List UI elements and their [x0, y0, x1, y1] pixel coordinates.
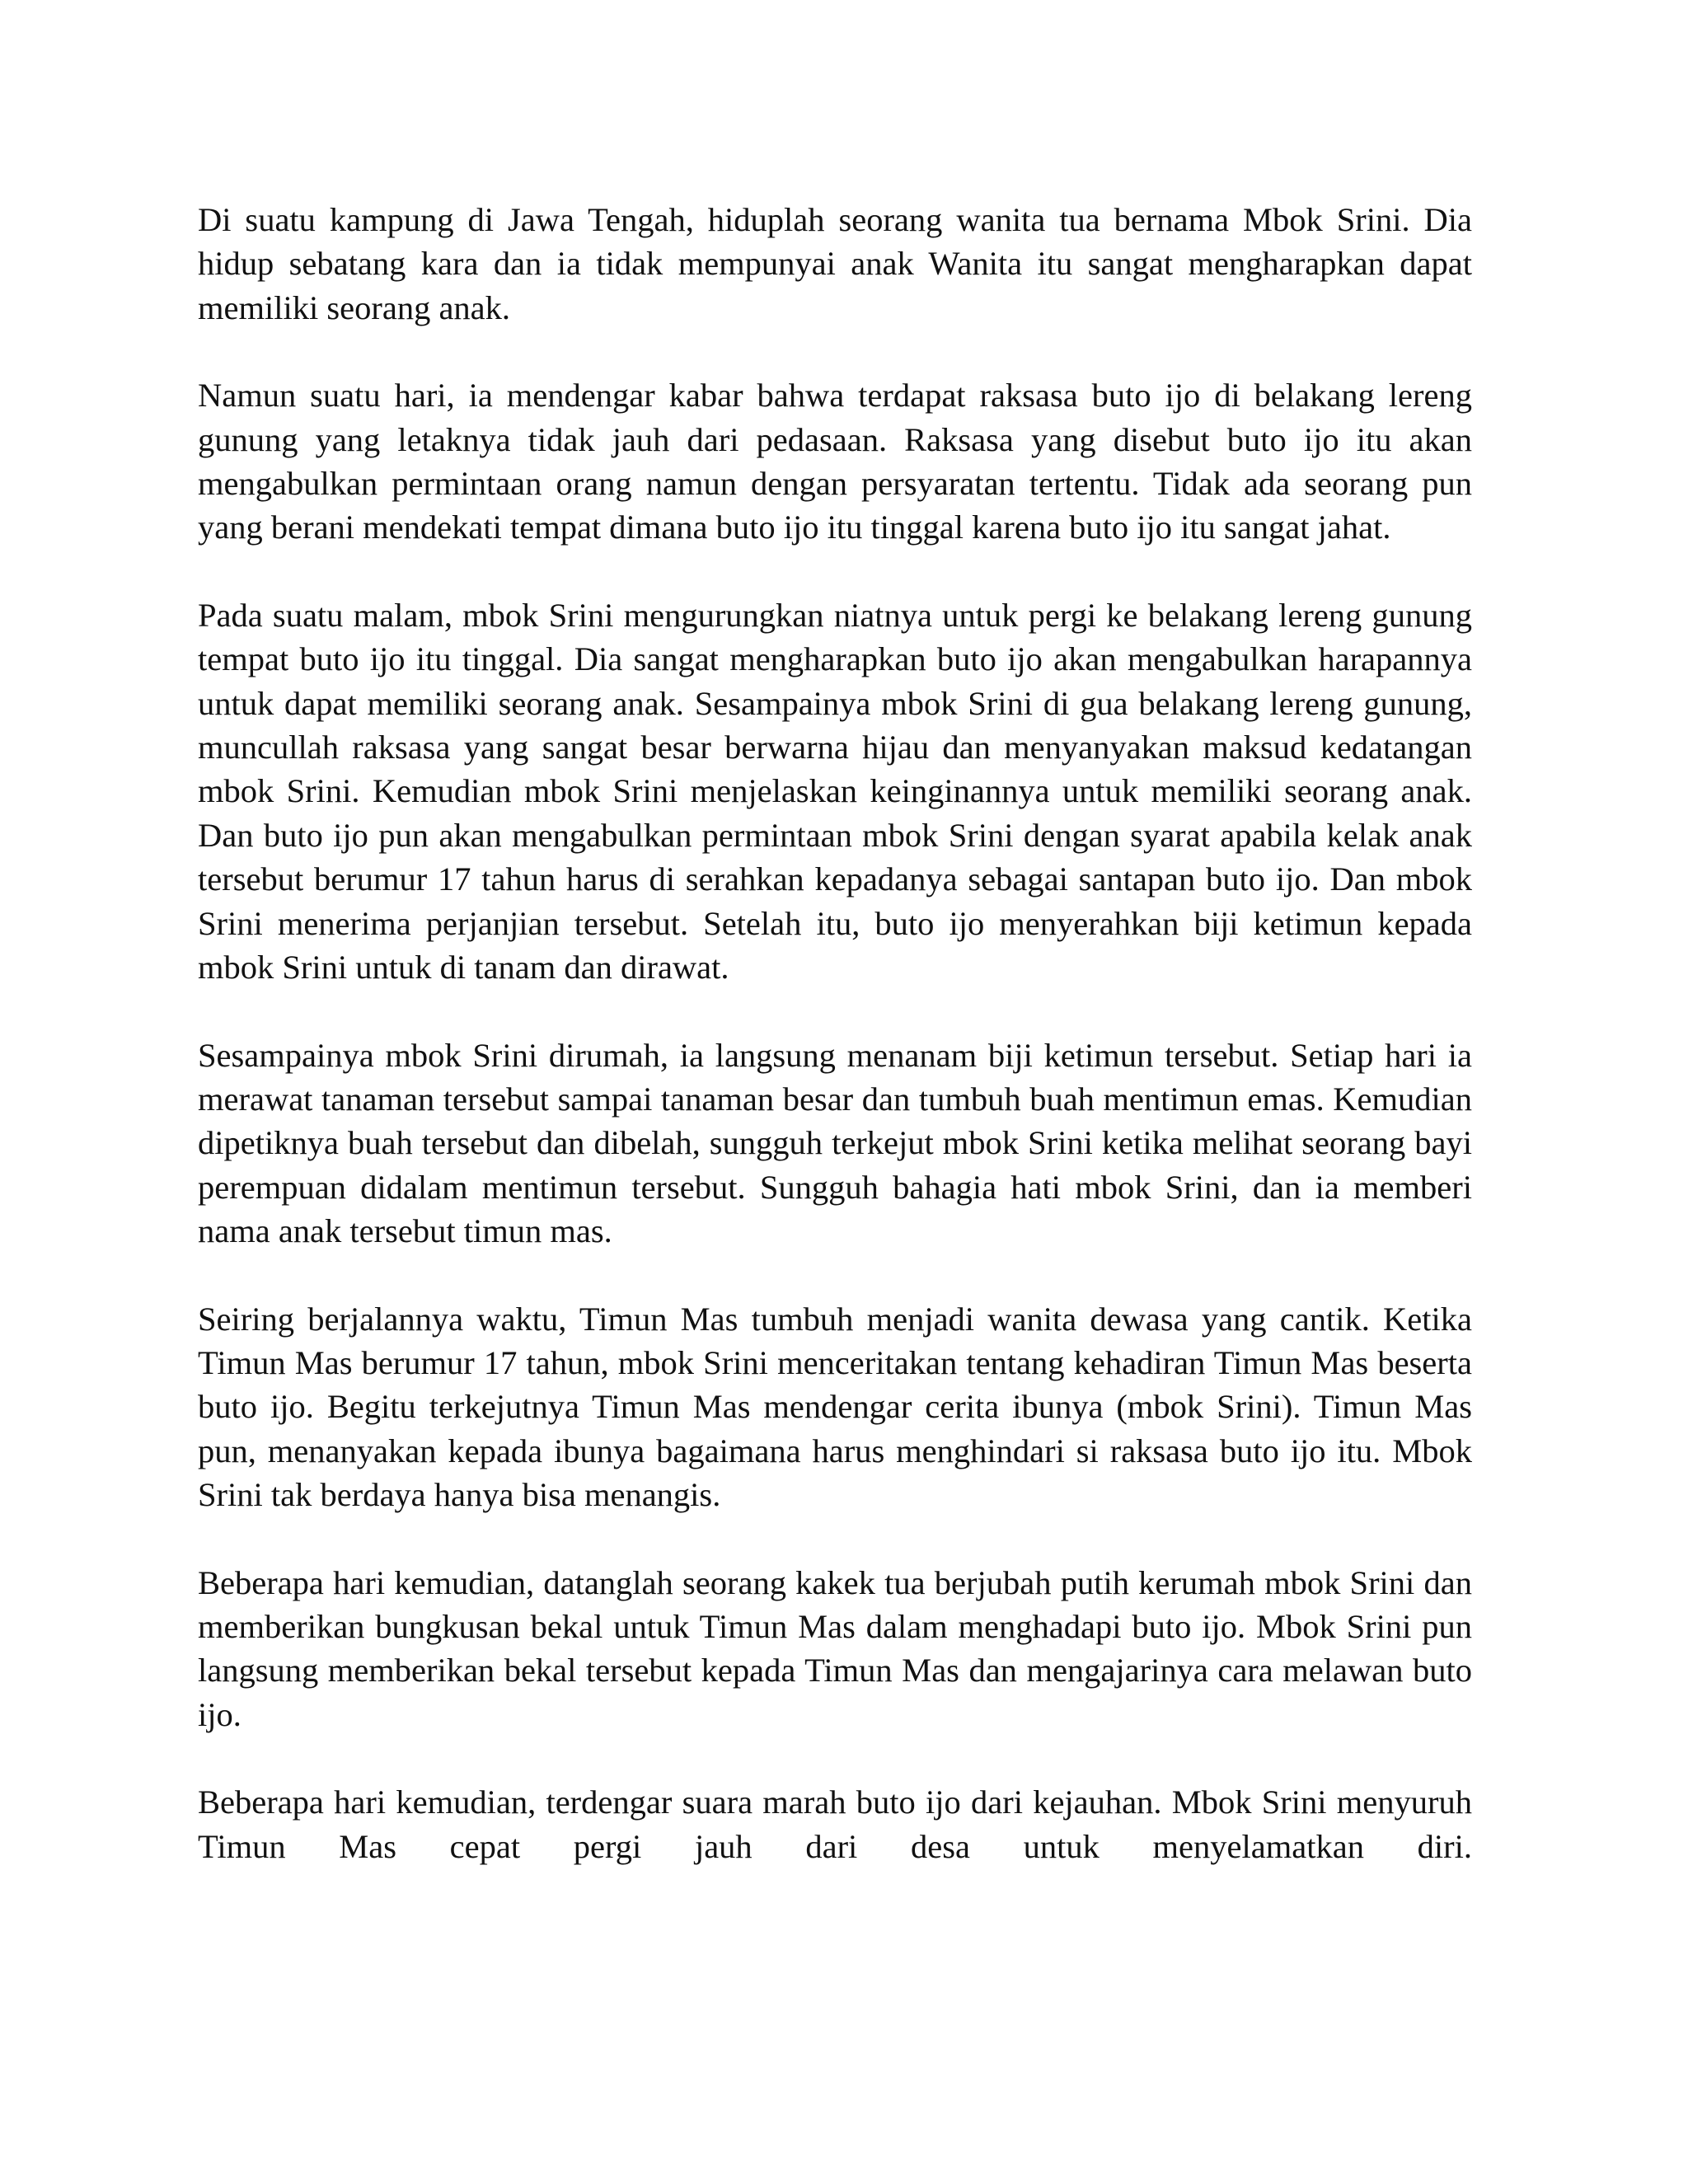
paragraph-5: Seiring berjalannya waktu, Timun Mas tumbuh menjadi wanita dewasa yang cantik. Ketika Timun Mas berumur 17 tahun, mbok Srini menceritakan tentang kehadiran Timun Mas beserta buto ijo. Begitu terkejutnya Timun Mas mendengar cerita ibunya (mbok Srini). Timun Mas pun, menanyakan kepada ibunya bagaimana harus menghindari si raksasa buto ijo itu. Mbok Srini tak berdaya hanya bisa menangis. [198, 1300, 1472, 1514]
document-page [198, 198, 1472, 1868]
paragraph-7: Beberapa hari kemudian, terdengar suara marah buto ijo dari kejauhan. Mbok Srini menyuruh Timun Mas cepat pergi jauh dari desa untuk menyelamatkan diri. [198, 1783, 1472, 1865]
paragraph-3: Pada suatu malam, mbok Srini mengurungkan niatnya untuk pergi ke belakang lereng gunung tempat buto ijo itu tinggal. Dia sangat mengharapkan buto ijo akan mengabulkan harapannya untuk dapat memiliki seorang anak. Sesampainya mbok Srini di gua belakang lereng gunung, muncullah raksasa yang sangat besar berwarna hijau dan menyanyakan maksud kedatangan mbok Srini. Kemudian mbok Srini menjelaskan keinginannya untuk memiliki seorang anak. Dan buto ijo pun akan mengabulkan permintaan mbok Srini dengan syarat apabila kelak anak tersebut berumur 17 tahun harus di serahkan kepadanya sebagai santapan buto ijo. Dan mbok Srini menerima perjanjian tersebut. Setelah itu, buto ijo menyerahkan biji ketimun kepada mbok Srini untuk di tanam dan dirawat. [198, 596, 1472, 987]
paragraph-2: Namun suatu hari, ia mendengar kabar bahwa terdapat raksasa buto ijo di belakang lereng gunung yang letaknya tidak jauh dari pedasaan. Raksasa yang disebut buto ijo itu akan mengabulkan permintaan orang namun dengan persyaratan tertentu. Tidak ada seorang pun yang berani mendekati tempat dimana buto ijo itu tinggal karena buto ijo itu sangat jahat. [198, 377, 1472, 546]
paragraph-1: Di suatu kampung di Jawa Tengah, hiduplah seorang wanita tua bernama Mbok Srini. Dia hidup sebatang kara dan ia tidak mempunyai anak Wanita itu sangat mengharapkan dapat memiliki seorang anak. [198, 201, 1472, 326]
paragraph-6: Beberapa hari kemudian, datanglah seorang kakek tua berjubah putih kerumah mbok Srini dan memberikan bungkusan bekal untuk Timun Mas dalam menghadapi buto ijo. Mbok Srini pun langsung memberikan bekal tersebut kepada Timun Mas dan mengajarinya cara melawan buto ijo. [198, 1563, 1472, 1733]
paragraph-4: Sesampainya mbok Srini dirumah, ia langsung menanam biji ketimun tersebut. Setiap hari ia merawat tanaman tersebut sampai tanaman besar dan tumbuh buah mentimun emas. Kemudian dipetiknya buah tersebut dan dibelah, sungguh terkejut mbok Srini ketika melihat seorang bayi perempuan didalam mentimun tersebut. Sungguh bahagia hati mbok Srini, dan ia memberi nama anak tersebut timun mas. [198, 1036, 1472, 1250]
